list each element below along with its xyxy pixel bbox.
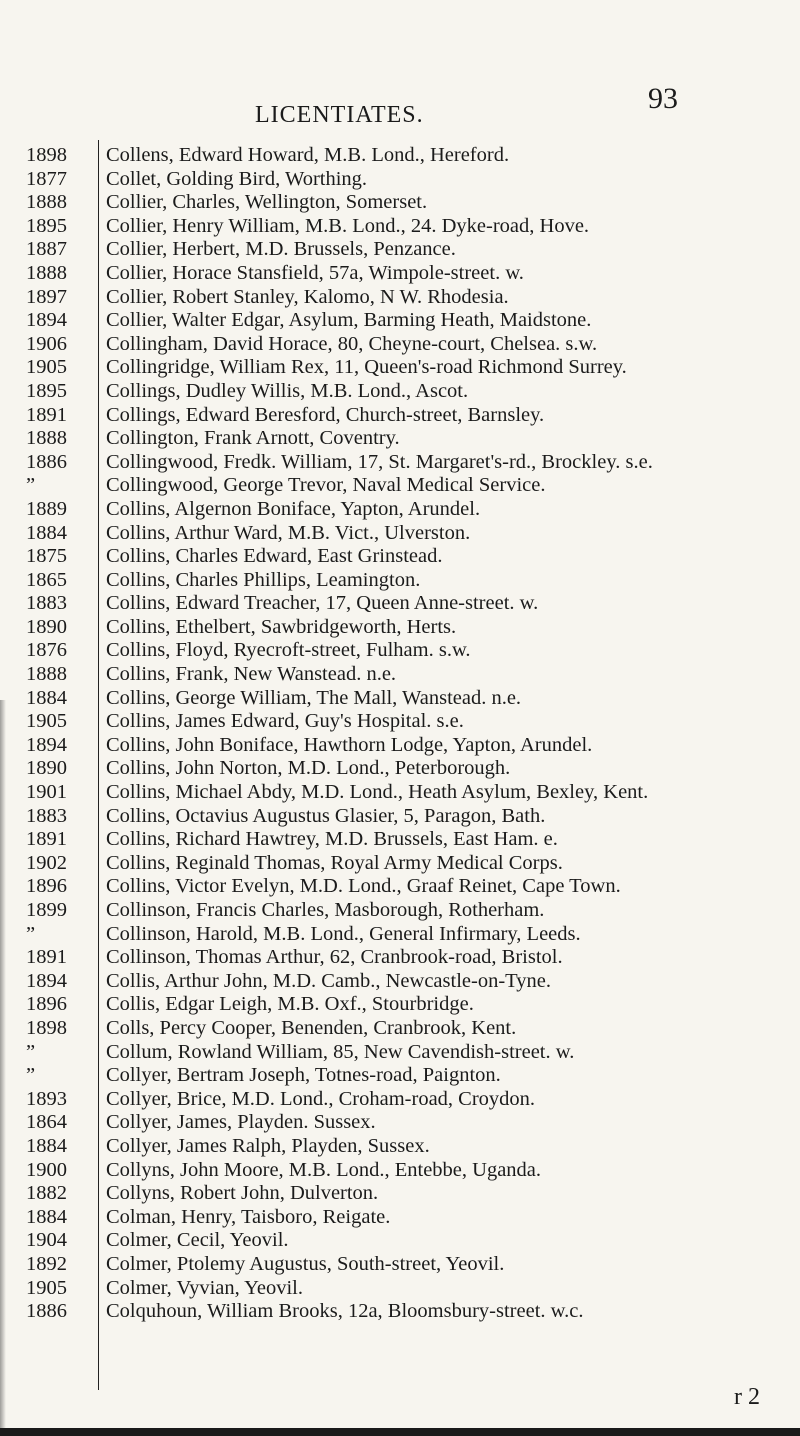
year-cell: 1905	[26, 1276, 67, 1299]
page-header	[0, 82, 800, 128]
page-edge-shadow	[0, 700, 6, 1436]
year-cell: 1900	[26, 1158, 67, 1181]
year-cell: 1896	[26, 993, 67, 1016]
licentiate-entry: Collinson, Thomas Arthur, 62, Cranbrook-road, Bristol.	[106, 946, 563, 969]
year-cell: 1875	[26, 545, 67, 568]
entries-column	[106, 144, 796, 1324]
licentiate-entry: Collins, Octavius Augustus Glasier, 5, Paragon, Bath.	[106, 804, 546, 827]
licentiate-entry: Collier, Henry William, M.B. Lond., 24. Dyke-road, Hove.	[106, 214, 590, 237]
year-cell: 1883	[26, 804, 67, 827]
licentiate-entry: Collins, John Norton, M.D. Lond., Peterborough.	[106, 757, 511, 780]
year-cell: 1899	[26, 899, 67, 921]
bottom-border	[0, 1428, 800, 1436]
year-cell: 1876	[26, 639, 67, 662]
licentiate-entry: Collins, Charles Phillips, Leamington.	[106, 568, 421, 591]
licentiate-entry: Collyns, Robert John, Dulverton.	[106, 1182, 379, 1205]
licentiate-entry: Collyns, John Moore, M.B. Lond., Entebbe, Uganda.	[106, 1158, 542, 1181]
year-cell: 1891	[26, 403, 67, 426]
licentiate-entry: Collier, Horace Stansfield, 57a, Wimpole-street. w.	[106, 261, 524, 284]
licentiate-entry: Collings, Dudley Willis, M.B. Lond., Ascot.	[106, 379, 469, 402]
licentiate-entry: Colquhoun, William Brooks, 12a, Bloomsbury-street. w.c.	[106, 1300, 584, 1323]
year-cell: 1906	[26, 332, 67, 355]
year-cell: 1864	[26, 1111, 67, 1134]
licentiate-entry: Collet, Golding Bird, Worthing.	[106, 167, 368, 190]
licentiate-entry: Collingridge, William Rex, 11, Queen's-road Richmond Surrey.	[106, 356, 627, 379]
year-cell: 1894	[26, 309, 67, 332]
year-column	[22, 144, 94, 1324]
licentiate-entry: Collis, Edgar Leigh, M.B. Oxf., Stourbridge.	[106, 993, 474, 1016]
licentiate-entry: Collins, Arthur Ward, M.B. Vict., Ulverston.	[106, 521, 471, 544]
year-cell: 1888	[26, 191, 67, 214]
licentiate-entry: Collins, Floyd, Ryecroft-street, Fulham. s.w.	[106, 639, 471, 662]
year-cell: ”	[26, 474, 36, 497]
licentiate-entry: Collum, Rowland William, 85, New Cavendish-street. w.	[106, 1040, 575, 1063]
licentiate-entry: Collins, James Edward, Guy's Hospital. s.e.	[106, 710, 464, 733]
licentiate-entry: Collinson, Harold, M.B. Lond., General Infirmary, Leeds.	[106, 922, 581, 945]
year-cell: 1905	[26, 356, 67, 379]
licentiate-entry: Collinson, Francis Charles, Masborough, Rotherham.	[106, 899, 545, 921]
year-cell: 1897	[26, 285, 67, 308]
year-cell: 1890	[26, 757, 67, 780]
licentiate-entry: Collins, Richard Hawtrey, M.D. Brussels, East Ham. e.	[106, 828, 558, 851]
licentiate-entry: Collier, Robert Stanley, Kalomo, N W. Rhodesia.	[106, 285, 509, 308]
licentiate-entry: Collins, Ethelbert, Sawbridgeworth, Herts.	[106, 615, 457, 638]
licentiate-entry: Collings, Edward Beresford, Church-street, Barnsley.	[106, 403, 545, 426]
licentiate-entry: Collins, Algernon Boniface, Yapton, Arundel.	[106, 497, 481, 520]
licentiate-entry: Collins, Victor Evelyn, M.D. Lond., Graaf Reinet, Cape Town.	[106, 875, 621, 898]
year-cell: 1894	[26, 969, 67, 992]
signature-mark: r 2	[734, 1384, 760, 1410]
licentiate-entry: Collins, Reginald Thomas, Royal Army Medical Corps.	[106, 851, 563, 874]
licentiate-entry: Colmer, Cecil, Yeovil.	[106, 1229, 289, 1252]
year-cell: ”	[26, 922, 36, 945]
year-cell: 1884	[26, 686, 67, 709]
year-cell: 1886	[26, 450, 67, 473]
year-cell: 1888	[26, 663, 67, 686]
licentiate-entry: Collins, Charles Edward, East Grinstead.	[106, 545, 443, 568]
year-cell: 1904	[26, 1229, 67, 1252]
year-cell: 1896	[26, 875, 67, 898]
year-cell: 1902	[26, 851, 67, 874]
year-cell: 1901	[26, 781, 67, 804]
licentiate-entry: Collins, Edward Treacher, 17, Queen Anne-street. w.	[106, 592, 539, 615]
year-cell: 1893	[26, 1087, 67, 1110]
licentiate-entry: Collingham, David Horace, 80, Cheyne-court, Chelsea. s.w.	[106, 332, 598, 355]
year-cell: 1884	[26, 1205, 67, 1228]
licentiate-entry: Colls, Percy Cooper, Benenden, Cranbrook, Kent.	[106, 1016, 517, 1039]
year-cell: ”	[26, 1040, 36, 1063]
licentiate-entry: Collingwood, George Trevor, Naval Medical Service.	[106, 474, 546, 497]
licentiate-entry: Collyer, Bertram Joseph, Totnes-road, Paignton.	[106, 1064, 501, 1087]
licentiate-entry: Collins, John Boniface, Hawthorn Lodge, Yapton, Arundel.	[106, 733, 593, 756]
year-cell: 1895	[26, 214, 67, 237]
column-rule	[98, 140, 99, 1390]
year-cell: 1898	[26, 144, 67, 166]
licentiate-entry: Collens, Edward Howard, M.B. Lond., Hereford.	[106, 144, 510, 166]
licentiate-entry: Colmer, Ptolemy Augustus, South-street, Yeovil.	[106, 1252, 505, 1275]
licentiate-entry: Collis, Arthur John, M.D. Camb., Newcastle-on-Tyne.	[106, 969, 551, 992]
year-cell: 1889	[26, 497, 67, 520]
year-cell: 1890	[26, 615, 67, 638]
year-cell: 1888	[26, 427, 67, 450]
year-cell: 1887	[26, 238, 67, 261]
running-head: LICENTIATES.	[255, 102, 424, 128]
year-cell: 1884	[26, 521, 67, 544]
licentiate-entry: Collyer, James Ralph, Playden, Sussex.	[106, 1134, 430, 1157]
year-cell: 1894	[26, 733, 67, 756]
licentiate-entry: Collington, Frank Arnott, Coventry.	[106, 427, 400, 450]
licentiate-entry: Colman, Henry, Taisboro, Reigate.	[106, 1205, 391, 1228]
licentiate-entry: Collyer, Brice, M.D. Lond., Croham-road, Croydon.	[106, 1087, 536, 1110]
year-cell: 1891	[26, 828, 67, 851]
year-cell: 1883	[26, 592, 67, 615]
year-cell: ”	[26, 1064, 36, 1087]
year-cell: 1882	[26, 1182, 67, 1205]
year-cell: 1891	[26, 946, 67, 969]
licentiate-entry: Collins, Frank, New Wanstead. n.e.	[106, 663, 397, 686]
year-cell: 1886	[26, 1300, 67, 1323]
licentiate-entry: Collingwood, Fredk. William, 17, St. Margaret's-rd., Brockley. s.e.	[106, 450, 653, 473]
licentiate-entry: Collier, Charles, Wellington, Somerset.	[106, 191, 428, 214]
licentiate-entry: Collier, Walter Edgar, Asylum, Barming Heath, Maidstone.	[106, 309, 592, 332]
licentiate-entry: Collier, Herbert, M.D. Brussels, Penzance.	[106, 238, 456, 261]
licentiate-entry: Colmer, Vyvian, Yeovil.	[106, 1276, 303, 1299]
year-cell: 1895	[26, 379, 67, 402]
year-cell: 1877	[26, 167, 67, 190]
year-cell: 1892	[26, 1252, 67, 1275]
year-cell: 1865	[26, 568, 67, 591]
licentiate-entry: Collins, George William, The Mall, Wanstead. n.e.	[106, 686, 522, 709]
year-cell: 1888	[26, 261, 67, 284]
licentiate-entry: Collins, Michael Abdy, M.D. Lond., Heath Asylum, Bexley, Kent.	[106, 781, 649, 804]
licentiate-entry: Collyer, James, Playden. Sussex.	[106, 1111, 376, 1134]
year-cell: 1884	[26, 1134, 67, 1157]
page-number: 93	[648, 82, 678, 115]
year-cell: 1905	[26, 710, 67, 733]
year-cell: 1898	[26, 1016, 67, 1039]
